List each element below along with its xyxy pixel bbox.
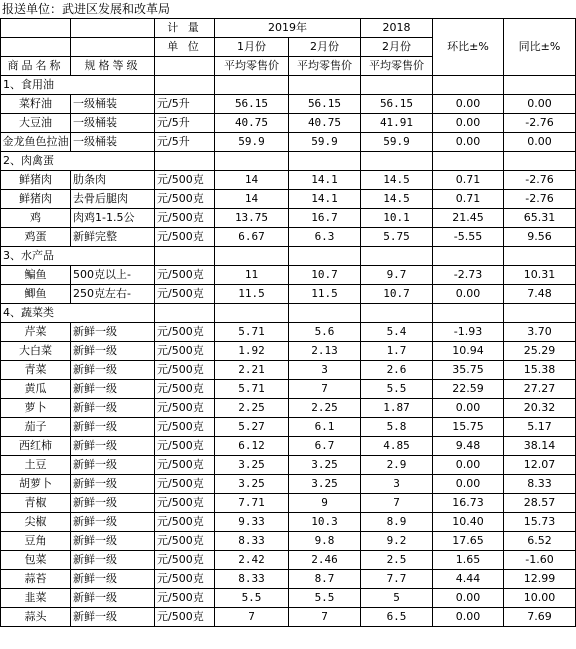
table-row: [1, 323, 576, 342]
price-2019-jan: 5.5: [215, 589, 289, 608]
price-2018-feb: 10.1: [361, 209, 433, 228]
price-2019-feb: 6.3: [289, 228, 361, 247]
yoy-change: 28.57: [504, 494, 576, 513]
item-unit: 元/500克: [155, 171, 215, 190]
price-2019-feb: 6.7: [289, 437, 361, 456]
item-spec: 新鲜一级: [71, 399, 155, 418]
mom-change: 15.75: [433, 418, 504, 437]
price-2019-jan: 2.42: [215, 551, 289, 570]
item-unit: 元/500克: [155, 494, 215, 513]
yoy-change: 10.31: [504, 266, 576, 285]
item-name: 鲜猪肉: [1, 190, 71, 209]
price-2019-jan: 3.25: [215, 456, 289, 475]
price-2018-feb: 56.15: [361, 95, 433, 114]
header-huanbi: 环比±%: [433, 19, 504, 76]
price-2019-jan: 2.21: [215, 361, 289, 380]
item-name: 茄子: [1, 418, 71, 437]
price-2019-feb: 40.75: [289, 114, 361, 133]
item-unit: 元/500克: [155, 608, 215, 627]
item-name: 西红柿: [1, 437, 71, 456]
yoy-change: -1.60: [504, 551, 576, 570]
item-spec: 新鲜一级: [71, 494, 155, 513]
mom-change: 0.00: [433, 399, 504, 418]
price-2019-jan: 5.71: [215, 323, 289, 342]
yoy-change: 9.56: [504, 228, 576, 247]
item-spec: 新鲜一级: [71, 342, 155, 361]
table-row: [1, 399, 576, 418]
item-spec: 500克以上-: [71, 266, 155, 285]
yoy-change: -2.76: [504, 190, 576, 209]
table-row: [1, 190, 576, 209]
empty-cell: [433, 76, 504, 95]
price-2018-feb: 5.75: [361, 228, 433, 247]
price-2019-jan: 14: [215, 171, 289, 190]
header-avg-2: 平均零售价: [289, 57, 361, 76]
section-row: [1, 304, 576, 323]
item-unit: 元/5升: [155, 114, 215, 133]
mom-change: 10.94: [433, 342, 504, 361]
price-2018-feb: 4.85: [361, 437, 433, 456]
item-unit: 元/500克: [155, 589, 215, 608]
price-2018-feb: 7: [361, 494, 433, 513]
empty-cell: [289, 304, 361, 323]
item-unit: 元/500克: [155, 323, 215, 342]
item-name: 鸡: [1, 209, 71, 228]
yoy-change: 15.73: [504, 513, 576, 532]
yoy-change: -2.76: [504, 114, 576, 133]
header-avg-3: 平均零售价: [361, 57, 433, 76]
item-name: 黄瓜: [1, 380, 71, 399]
header-tongbi: 同比±%: [504, 19, 576, 76]
item-spec: 去骨后腿肉: [71, 190, 155, 209]
item-unit: 元/500克: [155, 228, 215, 247]
item-unit: 元/500克: [155, 475, 215, 494]
item-name: 菜籽油: [1, 95, 71, 114]
item-spec: 一级桶装: [71, 133, 155, 152]
item-spec: 新鲜一级: [71, 323, 155, 342]
yoy-change: 10.00: [504, 589, 576, 608]
empty-cell: [433, 152, 504, 171]
item-spec: 新鲜一级: [71, 589, 155, 608]
item-unit: 元/500克: [155, 570, 215, 589]
price-2019-jan: 14: [215, 190, 289, 209]
item-unit: 元/500克: [155, 399, 215, 418]
item-name: 大豆油: [1, 114, 71, 133]
item-spec: 新鲜一级: [71, 475, 155, 494]
header-month-1: 1月份: [215, 38, 289, 57]
yoy-change: 6.52: [504, 532, 576, 551]
section-row: [1, 76, 576, 95]
price-2019-jan: 11: [215, 266, 289, 285]
item-spec: 肉鸡1-1.5公: [71, 209, 155, 228]
mom-change: -1.93: [433, 323, 504, 342]
price-2018-feb: 3: [361, 475, 433, 494]
price-2019-feb: 2.25: [289, 399, 361, 418]
item-unit: 元/500克: [155, 266, 215, 285]
price-2019-jan: 56.15: [215, 95, 289, 114]
price-2019-feb: 14.1: [289, 171, 361, 190]
price-2018-feb: 9.2: [361, 532, 433, 551]
price-2018-feb: 1.7: [361, 342, 433, 361]
item-unit: 元/500克: [155, 285, 215, 304]
table-row: [1, 418, 576, 437]
price-2019-feb: 9.8: [289, 532, 361, 551]
price-2019-jan: 11.5: [215, 285, 289, 304]
yoy-change: 8.33: [504, 475, 576, 494]
section-row: [1, 152, 576, 171]
empty-cell: [289, 76, 361, 95]
header-year-2019: 2019年: [215, 19, 361, 38]
price-2019-feb: 11.5: [289, 285, 361, 304]
price-2019-feb: 6.1: [289, 418, 361, 437]
item-unit: 元/500克: [155, 418, 215, 437]
empty-cell: [155, 247, 215, 266]
mom-change: -2.73: [433, 266, 504, 285]
item-spec: 肋条肉: [71, 171, 155, 190]
yoy-change: 65.31: [504, 209, 576, 228]
empty-cell: [215, 247, 289, 266]
empty-cell: [361, 152, 433, 171]
item-spec: 新鲜完整: [71, 228, 155, 247]
table-row: [1, 437, 576, 456]
item-name: 青椒: [1, 494, 71, 513]
table-row: [1, 513, 576, 532]
reporter-label: 报送单位：武进区发展和改革局: [2, 2, 171, 16]
price-2019-jan: 1.92: [215, 342, 289, 361]
mom-change: 35.75: [433, 361, 504, 380]
price-2018-feb: 14.5: [361, 171, 433, 190]
price-2018-feb: 5.8: [361, 418, 433, 437]
empty-cell: [361, 304, 433, 323]
item-name: 萝卜: [1, 399, 71, 418]
table-row: [1, 494, 576, 513]
item-unit: 元/5升: [155, 95, 215, 114]
price-2019-feb: 5.5: [289, 589, 361, 608]
table-row: [1, 342, 576, 361]
table-row: [1, 114, 576, 133]
item-spec: 新鲜一级: [71, 437, 155, 456]
item-name: 胡萝卜: [1, 475, 71, 494]
yoy-change: 12.07: [504, 456, 576, 475]
empty-cell: [289, 247, 361, 266]
yoy-change: 15.38: [504, 361, 576, 380]
price-2019-jan: 40.75: [215, 114, 289, 133]
price-2019-feb: 7: [289, 380, 361, 399]
mom-change: 0.00: [433, 285, 504, 304]
price-2019-feb: 10.7: [289, 266, 361, 285]
item-unit: 元/500克: [155, 532, 215, 551]
section-title: 1、食用油: [1, 76, 155, 95]
price-2019-feb: 10.3: [289, 513, 361, 532]
item-name: 金龙鱼色拉油: [1, 133, 71, 152]
price-2019-feb: 8.7: [289, 570, 361, 589]
price-2018-feb: 41.91: [361, 114, 433, 133]
item-spec: 新鲜一级: [71, 532, 155, 551]
price-2019-jan: 8.33: [215, 532, 289, 551]
empty-cell: [433, 247, 504, 266]
price-2019-jan: 3.25: [215, 475, 289, 494]
item-unit: 元/5升: [155, 133, 215, 152]
price-2019-jan: 8.33: [215, 570, 289, 589]
item-name: 包菜: [1, 551, 71, 570]
yoy-change: 3.70: [504, 323, 576, 342]
item-name: 韭菜: [1, 589, 71, 608]
item-name: 大白菜: [1, 342, 71, 361]
price-2018-feb: 10.7: [361, 285, 433, 304]
price-2019-feb: 56.15: [289, 95, 361, 114]
mom-change: 0.71: [433, 171, 504, 190]
item-name: 青菜: [1, 361, 71, 380]
item-name: 鸡蛋: [1, 228, 71, 247]
table-row: [1, 380, 576, 399]
price-2019-feb: 7: [289, 608, 361, 627]
section-title: 3、水产品: [1, 247, 155, 266]
price-2019-jan: 9.33: [215, 513, 289, 532]
price-2018-feb: 9.7: [361, 266, 433, 285]
yoy-change: 0.00: [504, 133, 576, 152]
yoy-change: 38.14: [504, 437, 576, 456]
header-name: 商品名称: [1, 57, 71, 76]
item-name: 鲜猪肉: [1, 171, 71, 190]
item-name: 豆角: [1, 532, 71, 551]
mom-change: 22.59: [433, 380, 504, 399]
item-unit: 元/500克: [155, 437, 215, 456]
yoy-change: 20.32: [504, 399, 576, 418]
empty-cell: [504, 152, 576, 171]
price-2018-feb: 2.5: [361, 551, 433, 570]
empty-cell: [361, 76, 433, 95]
price-2019-jan: 59.9: [215, 133, 289, 152]
section-row: [1, 247, 576, 266]
item-spec: 250克左右-: [71, 285, 155, 304]
item-name: 土豆: [1, 456, 71, 475]
table-row: [1, 266, 576, 285]
item-spec: 新鲜一级: [71, 361, 155, 380]
item-spec: 新鲜一级: [71, 418, 155, 437]
mom-change: 17.65: [433, 532, 504, 551]
price-2019-feb: 3.25: [289, 456, 361, 475]
table-row: [1, 608, 576, 627]
item-unit: 元/500克: [155, 513, 215, 532]
price-2018-feb: 6.5: [361, 608, 433, 627]
item-unit: 元/500克: [155, 361, 215, 380]
empty-cell: [433, 304, 504, 323]
yoy-change: 7.69: [504, 608, 576, 627]
price-2019-feb: 3.25: [289, 475, 361, 494]
table-row: [1, 570, 576, 589]
table-row: [1, 589, 576, 608]
price-2019-jan: 6.12: [215, 437, 289, 456]
item-name: 鲫鱼: [1, 285, 71, 304]
empty-cell: [215, 152, 289, 171]
table-row: [1, 171, 576, 190]
item-name: 芹菜: [1, 323, 71, 342]
item-unit: 元/500克: [155, 190, 215, 209]
price-2018-feb: 8.9: [361, 513, 433, 532]
yoy-change: 12.99: [504, 570, 576, 589]
mom-change: 0.00: [433, 95, 504, 114]
price-2018-feb: 2.9: [361, 456, 433, 475]
empty-cell: [155, 304, 215, 323]
price-2018-feb: 1.87: [361, 399, 433, 418]
empty-cell: [504, 76, 576, 95]
price-2019-feb: 2.13: [289, 342, 361, 361]
header-jiliang: 计 量: [155, 19, 215, 38]
item-name: 鳊鱼: [1, 266, 71, 285]
table-row: [1, 209, 576, 228]
mom-change: -5.55: [433, 228, 504, 247]
item-unit: 元/500克: [155, 380, 215, 399]
table-row: [1, 551, 576, 570]
item-name: 蒜头: [1, 608, 71, 627]
header-month-2-2018: 2月份: [361, 38, 433, 57]
price-2018-feb: 5.5: [361, 380, 433, 399]
price-2018-feb: 14.5: [361, 190, 433, 209]
mom-change: 0.00: [433, 456, 504, 475]
table-row: [1, 133, 576, 152]
price-2018-feb: 2.6: [361, 361, 433, 380]
header-month-2: 2月份: [289, 38, 361, 57]
price-2018-feb: 59.9: [361, 133, 433, 152]
header-spec: 规格等级: [71, 57, 155, 76]
item-unit: 元/500克: [155, 551, 215, 570]
table-row: [1, 95, 576, 114]
table-row: [1, 475, 576, 494]
mom-change: 21.45: [433, 209, 504, 228]
header-year-2018: 2018: [361, 19, 433, 38]
yoy-change: -2.76: [504, 171, 576, 190]
item-spec: 一级桶装: [71, 95, 155, 114]
item-spec: 新鲜一级: [71, 513, 155, 532]
yoy-change: 5.17: [504, 418, 576, 437]
item-unit: 元/500克: [155, 456, 215, 475]
price-2018-feb: 5.4: [361, 323, 433, 342]
mom-change: 16.73: [433, 494, 504, 513]
empty-cell: [215, 304, 289, 323]
empty-cell: [504, 304, 576, 323]
section-title: 2、肉禽蛋: [1, 152, 155, 171]
table-row: [1, 285, 576, 304]
mom-change: 1.65: [433, 551, 504, 570]
item-name: 尖椒: [1, 513, 71, 532]
price-2019-jan: 5.71: [215, 380, 289, 399]
price-2019-jan: 13.75: [215, 209, 289, 228]
empty-cell: [289, 152, 361, 171]
item-unit: 元/500克: [155, 342, 215, 361]
header-danwei: 单 位: [155, 38, 215, 57]
empty-cell: [215, 76, 289, 95]
table-row: [1, 456, 576, 475]
mom-change: 0.00: [433, 133, 504, 152]
price-2019-feb: 9: [289, 494, 361, 513]
item-unit: 元/500克: [155, 209, 215, 228]
mom-change: 0.00: [433, 608, 504, 627]
empty-cell: [155, 76, 215, 95]
price-2019-feb: 2.46: [289, 551, 361, 570]
section-title: 4、蔬菜类: [1, 304, 155, 323]
header-avg-1: 平均零售价: [215, 57, 289, 76]
mom-change: 9.48: [433, 437, 504, 456]
empty-cell: [361, 247, 433, 266]
mom-change: 0.00: [433, 589, 504, 608]
empty-cell: [504, 247, 576, 266]
mom-change: 4.44: [433, 570, 504, 589]
price-2019-feb: 5.6: [289, 323, 361, 342]
mom-change: 0.00: [433, 475, 504, 494]
price-2019-jan: 6.67: [215, 228, 289, 247]
price-2018-feb: 7.7: [361, 570, 433, 589]
item-spec: 新鲜一级: [71, 456, 155, 475]
item-spec: 新鲜一级: [71, 551, 155, 570]
mom-change: 0.71: [433, 190, 504, 209]
price-2019-jan: 5.27: [215, 418, 289, 437]
table-row: [1, 228, 576, 247]
header-row-1: [1, 19, 576, 38]
price-2018-feb: 5: [361, 589, 433, 608]
item-spec: 新鲜一级: [71, 608, 155, 627]
price-2019-jan: 2.25: [215, 399, 289, 418]
price-2019-feb: 16.7: [289, 209, 361, 228]
item-spec: 新鲜一级: [71, 570, 155, 589]
mom-change: 10.40: [433, 513, 504, 532]
mom-change: 0.00: [433, 114, 504, 133]
yoy-change: 0.00: [504, 95, 576, 114]
price-table: [0, 18, 576, 627]
empty-cell: [155, 152, 215, 171]
price-2019-feb: 59.9: [289, 133, 361, 152]
yoy-change: 25.29: [504, 342, 576, 361]
price-2019-feb: 14.1: [289, 190, 361, 209]
price-2019-feb: 3: [289, 361, 361, 380]
item-spec: 一级桶装: [71, 114, 155, 133]
yoy-change: 7.48: [504, 285, 576, 304]
item-name: 蒜苔: [1, 570, 71, 589]
price-2019-jan: 7: [215, 608, 289, 627]
table-row: [1, 532, 576, 551]
yoy-change: 27.27: [504, 380, 576, 399]
table-row: [1, 361, 576, 380]
price-2019-jan: 7.71: [215, 494, 289, 513]
item-spec: 新鲜一级: [71, 380, 155, 399]
